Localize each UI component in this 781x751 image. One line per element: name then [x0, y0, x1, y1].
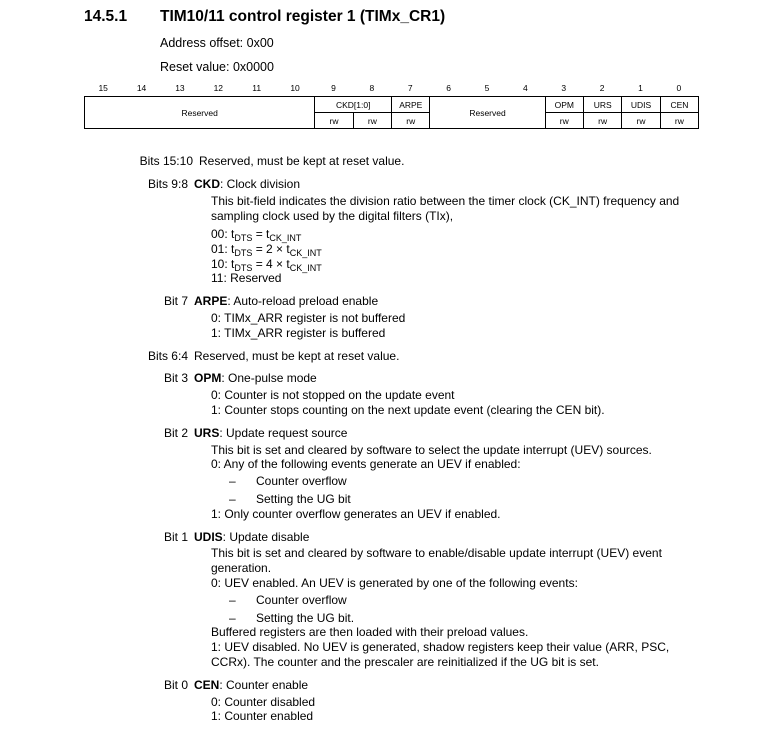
- reset-value: Reset value: 0x0000: [160, 60, 274, 74]
- bit-label: Bit 7: [163, 294, 188, 309]
- access-bit1: rw: [622, 113, 660, 129]
- desc-bit-7: [0, 294, 781, 309]
- desc-bits-9-8: [0, 177, 781, 192]
- bit-label: Bits 6:4: [147, 348, 188, 363]
- bit-number: 6: [446, 83, 451, 93]
- bit-number: 4: [522, 83, 528, 93]
- field-arpe: ARPE: [392, 97, 430, 113]
- ckd-details: [0, 194, 781, 286]
- udis-details: [0, 546, 781, 669]
- dash-item: – Setting the UG bit: [229, 491, 351, 506]
- desc-bit-3: [0, 371, 781, 386]
- ckd-option-11: 11: Reserved: [211, 271, 282, 286]
- access-bit2: rw: [583, 113, 621, 129]
- desc-line: 0: Any of the following events generate an UEV if enabled:: [211, 457, 521, 472]
- bit-number: 9: [331, 83, 336, 93]
- desc-line: 0: Counter is not stopped on the update event: [211, 388, 455, 403]
- bit-number: 12: [213, 83, 224, 93]
- bit-number: 2: [599, 83, 605, 93]
- desc-bit-2: [0, 426, 781, 441]
- access-bit9: rw: [315, 113, 353, 129]
- desc-line: 1: Counter enabled: [211, 709, 314, 724]
- desc-bit-1: [0, 530, 781, 545]
- section-title: TIM10/11 control register 1 (TIMx_CR1): [160, 8, 446, 25]
- bit-text: Reserved, must be kept at reset value.: [194, 348, 400, 363]
- section-heading: [84, 8, 445, 26]
- field-title: : One-pulse mode: [221, 371, 317, 386]
- urs-details: [0, 443, 781, 522]
- desc-line: sampling clock used by the digital filters (TIx),: [211, 209, 454, 224]
- ckd-option-00: 00: $t_{DTS} = t_{CK\_INT}$: [211, 226, 302, 243]
- bit-label: Bits 9:8: [147, 176, 188, 191]
- bit-label: Bit 1: [163, 529, 188, 544]
- desc-line: This bit is set and cleared by software to enable/disable update interrupt (UEV) event: [211, 546, 662, 561]
- field-udis: UDIS: [622, 97, 660, 113]
- bit-number: 7: [407, 83, 413, 93]
- desc-line: 0: UEV enabled. An UEV is generated by one of the following events:: [211, 575, 578, 590]
- field-opm: OPM: [545, 97, 583, 113]
- bit-number: 5: [484, 83, 490, 93]
- field-name: CKD: [194, 176, 220, 191]
- field-title: : Update request source: [219, 425, 348, 440]
- access-bit8: rw: [353, 113, 391, 129]
- field-name: OPM: [194, 371, 222, 386]
- field-title: : Counter enable: [219, 677, 309, 692]
- dash-item: – Counter overflow: [229, 592, 347, 607]
- desc-bits-6-4: [0, 349, 781, 364]
- bit-number: 13: [175, 83, 185, 93]
- field-urs: URS: [583, 97, 621, 113]
- bit-number: 8: [369, 83, 375, 93]
- field-title: : Update disable: [222, 529, 310, 544]
- cen-details: [0, 695, 781, 725]
- opm-details: [0, 388, 781, 418]
- access-bit0: rw: [660, 113, 698, 129]
- desc-line: CCRx). The counter and the prescaler are reinitialized if the UG bit is set.: [211, 654, 599, 669]
- field-name: CEN: [194, 677, 220, 692]
- address-offset: Address offset: 0x00: [160, 36, 274, 50]
- bit-label: Bit 3: [163, 371, 188, 386]
- dash-item: – Setting the UG bit.: [229, 610, 355, 625]
- desc-line: 1: TIMx_ARR register is buffered: [211, 325, 386, 340]
- bit-descriptions: [0, 151, 781, 724]
- bit-label: Bit 0: [163, 677, 188, 692]
- ckd-option-01: 01: $t_{DTS} = 2 \times t_{CK\_INT}$: [211, 241, 322, 258]
- field-name: UDIS: [194, 529, 223, 544]
- field-ckd: CKD[1:0]: [315, 97, 392, 113]
- bit-label: Bits 15:10: [139, 153, 193, 168]
- field-title: : Clock division: [220, 176, 301, 191]
- bit-number: 1: [638, 83, 643, 93]
- section-number: 14.5.1: [84, 8, 128, 25]
- desc-line: 0: TIMx_ARR register is not buffered: [211, 310, 406, 325]
- desc-line: 1: Counter stops counting on the next update event (clearing the CEN bit).: [211, 402, 605, 417]
- bit-number-row: [84, 83, 698, 95]
- bit-number: 11: [252, 83, 262, 93]
- bit-number: 15: [98, 83, 108, 93]
- field-name: URS: [194, 425, 220, 440]
- access-bit7: rw: [392, 113, 430, 129]
- field-reserved-15-10: Reserved: [85, 97, 315, 129]
- bit-label: Bit 2: [163, 425, 188, 440]
- bit-text: Reserved, must be kept at reset value.: [199, 153, 405, 168]
- access-bit3: rw: [545, 113, 583, 129]
- desc-line: 0: Counter disabled: [211, 694, 316, 709]
- desc-line: This bit-field indicates the division ratio between the timer clock (CK_INT) frequency and: [211, 194, 680, 209]
- register-map-table: [84, 96, 699, 129]
- ckd-option-10: 10: $t_{DTS} = 4 \times t_{CK\_INT}$: [211, 256, 322, 273]
- bit-number: 14: [136, 83, 147, 93]
- field-reserved-6-4: Reserved: [430, 97, 545, 129]
- field-title: : Auto-reload preload enable: [227, 294, 379, 309]
- dash-item: – Counter overflow: [229, 474, 347, 489]
- desc-line: generation.: [211, 561, 272, 576]
- bit-number: 0: [676, 83, 682, 93]
- desc-bit-0: [0, 678, 781, 693]
- field-name: ARPE: [194, 294, 228, 309]
- field-cen: CEN: [660, 97, 698, 113]
- bit-number: 3: [561, 83, 567, 93]
- desc-line: Buffered registers are then loaded with their preload values.: [211, 625, 529, 640]
- bit-number: 10: [290, 83, 300, 93]
- desc-line: 1: Only counter overflow generates an UEV if enabled.: [211, 506, 501, 521]
- desc-line: 1: UEV disabled. No UEV is generated, shadow registers keep their value (ARR, PSC,: [211, 640, 670, 655]
- arpe-details: [0, 311, 781, 341]
- desc-line: This bit is set and cleared by software to select the update interrupt (UEV) sources.: [211, 442, 652, 457]
- desc-bits-15-10: [0, 154, 781, 169]
